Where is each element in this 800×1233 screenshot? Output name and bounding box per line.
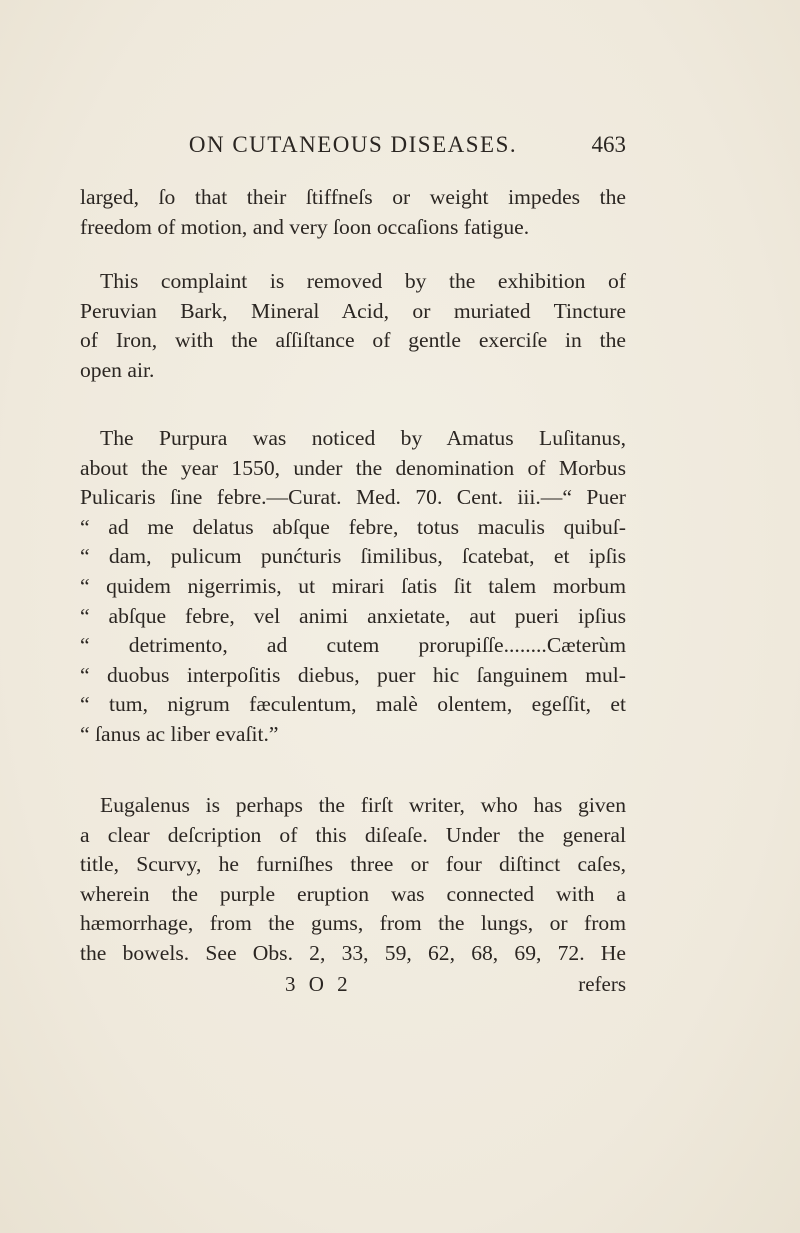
text-line: The Purpura was noticed by Amatus Luſitanus, — [100, 426, 626, 450]
text-line: of Iron, with the aſſiſtance of gentle exerciſe in the — [80, 328, 626, 353]
text-line: “ abſque febre, vel animi anxietate, aut pueri ipſius — [80, 603, 626, 628]
text-line: Eugalenus is perhaps the firſt writer, who has given — [100, 793, 626, 817]
text-line: “ ſanus ac liber evaſit.” — [80, 721, 279, 746]
text-line: “ dam, pulicum punćturis ſimilibus, ſcatebat, et ipſis — [80, 544, 626, 569]
text-line: “ tum, nigrum fæculentum, malè olentem, egeſſit, et — [80, 692, 626, 717]
text-line: “ ad me delatus abſque febre, totus maculis quibuſ- — [80, 514, 626, 539]
text-line: Pulicaris ſine febre.—Curat. Med. 70. Cent. iii.—“ Puer — [80, 485, 626, 510]
text-line: “ duobus interpoſitis diebus, puer hic ſanguinem mul- — [80, 662, 626, 687]
text-line: open air. — [80, 357, 155, 382]
text-line: hæmorrhage, from the gums, from the lungs, or from — [80, 911, 626, 936]
text-line: “ quidem nigerrimis, ut mirari ſatis ſit talem morbum — [80, 573, 626, 598]
text-line: This complaint is removed by the exhibition of — [100, 269, 626, 293]
page-footer — [80, 972, 626, 1002]
text-line: larged, ſo that their ſtiffneſs or weight impedes the — [80, 185, 626, 209]
text-line: about the year 1550, under the denomination of Morbus — [80, 455, 626, 480]
text-line: wherein the purple eruption was connected with a — [80, 881, 626, 906]
text-line: a clear deſcription of this diſeaſe. Under the general — [80, 822, 626, 847]
text-line: freedom of motion, and very ſoon occaſions fatigue. — [80, 214, 530, 239]
text-line: title, Scurvy, he furniſhes three or four diſtinct caſes, — [80, 852, 626, 877]
text-line: “ detrimento, ad cutem prorupiſſe........Cæterùm — [80, 633, 626, 658]
signature-mark: 3 O 2 — [285, 972, 352, 996]
paragraph-3 — [80, 424, 626, 750]
paragraph-4 — [80, 791, 626, 969]
paragraph-1 — [80, 183, 626, 242]
running-header — [80, 132, 626, 164]
catchword: refers — [578, 972, 626, 996]
page-number: 463 — [591, 132, 626, 157]
paragraph-2 — [80, 267, 626, 385]
running-title: ON CUTANEOUS DISEASES. — [188, 132, 518, 157]
text-line: Peruvian Bark, Mineral Acid, or muriated Tincture — [80, 298, 626, 323]
text-line: the bowels. See Obs. 2, 33, 59, 62, 68, 69, 72. He — [80, 940, 626, 965]
